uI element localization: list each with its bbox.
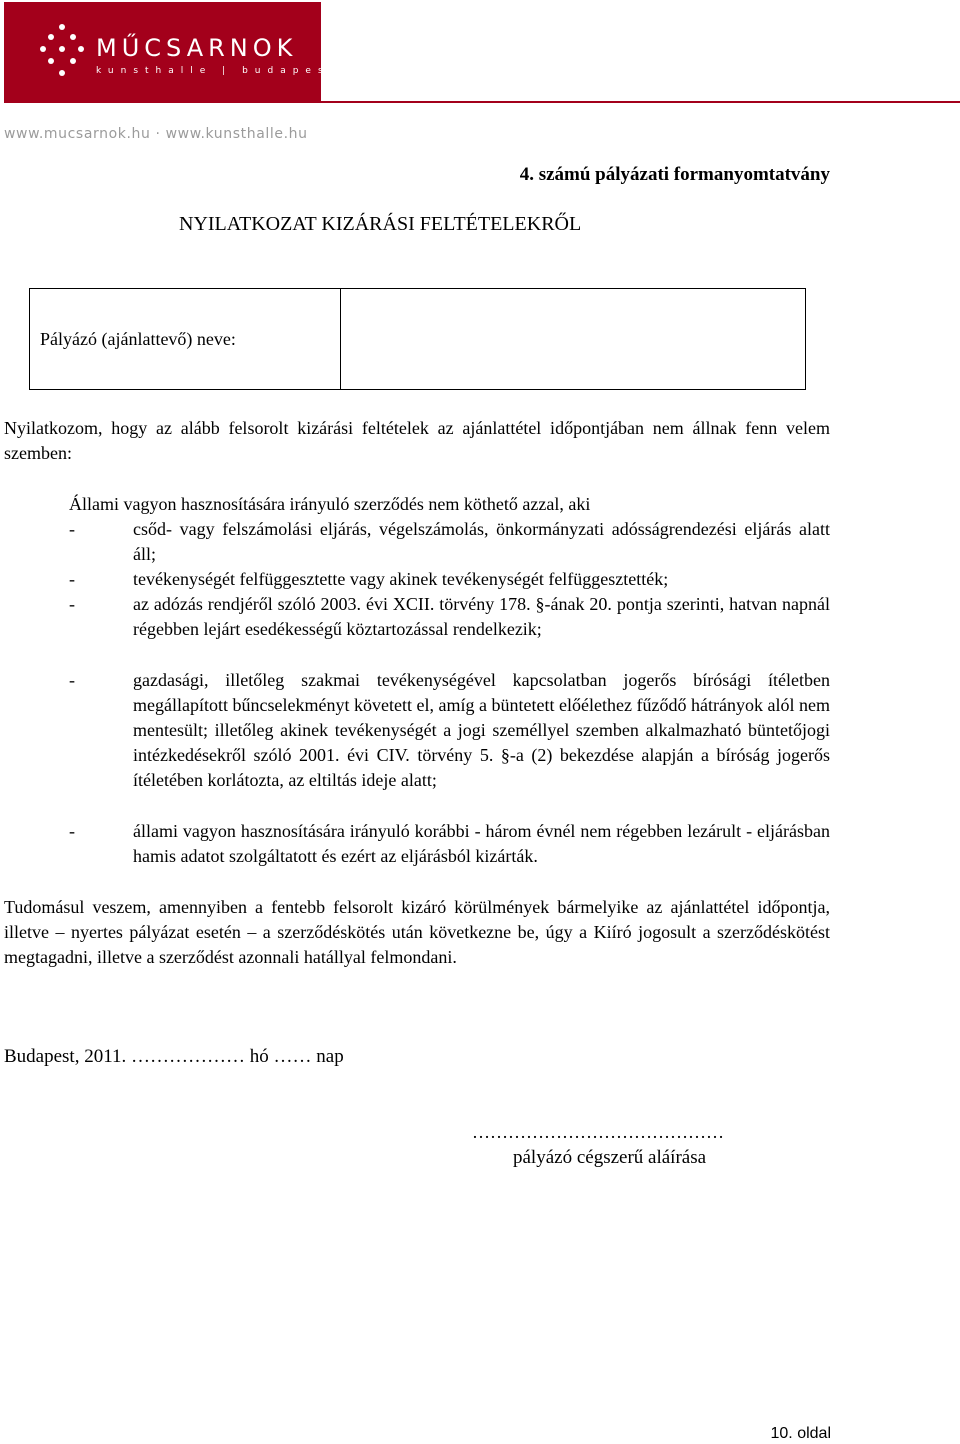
list-dash: - [69,821,75,841]
declaration-text: Nyilatkozom, hogy az alább felsorolt kizárási feltételek az ajánlattétel időpontjában nem állnak fenn velem szemben: [4,418,830,463]
acknowledgement-text: Tudomásul veszem, amennyiben a fentebb felsorolt kizáró körülmények bármelyike az ajánlattétel időpontja, illetve – nyertes pályázat esetén – a szerződéskötés után következne be, úgy a Kiíró jogosult a szerződéskötést megtagadni, illetve a szerződést azonnali hatállyal felmondani. [4,897,830,967]
list-item-text: tevékenységét felfüggesztette vagy akinek tevékenységét felfüggesztették; [133,569,669,589]
applicant-name-table [29,288,806,390]
logo-block [4,2,341,103]
list-item [69,567,830,592]
brand-name: MŰCSARNOK [96,34,298,62]
page-title: NYILATKOZAT KIZÁRÁSI FELTÉTELEKRŐL [179,213,582,235]
applicant-name-label: Pályázó (ajánlattevő) neve: [30,289,341,390]
place-date-line: Budapest, 2011. ……………… hó …… nap [4,1046,344,1067]
list-item-text: állami vagyon hasznosítására irányuló korábbi - három évnél nem régebben lezárult - eljárásban hamis adatot szolgáltatott és ezért az eljárásból kizárták. [133,821,830,866]
dots-logo-icon [40,24,84,80]
list-item-text: gazdasági, illetőleg szakmai tevékenységével kapcsolatban jogerős bírósági ítéletben megállapított bűncselekményt követett el, amíg a büntetett előélethez fűződő hátrányok alól nem mentesült; illetőleg akinek tevékenységét a jogi személlyel szemben alkalmazható büntetőjogi intézkedésekről szóló 2001. évi CIV. törvény 5. §-a (2) bekezdése alapján a bíróság jogerős ítéletében korlátozta, az eltiltás ideje alatt; [133,670,830,790]
web-links: www.mucsarnok.hu · www.kunsthalle.hu [4,126,308,142]
list-item [69,517,830,567]
list-item-text: csőd- vagy felszámolási eljárás, végelszámolás, önkormányzati adósságrendezési eljárás alatt áll; [133,519,830,564]
applicant-name-field[interactable] [341,289,806,390]
lead-text: Állami vagyon hasznosítására irányuló szerződés nem köthető azzal, aki [69,494,591,514]
list-dash: - [69,670,75,690]
page-number: 10. oldal [770,1425,831,1442]
signature-label: pályázó cégszerű aláírása [513,1147,707,1168]
brand-subtitle: kunsthalle | budapest [96,66,341,76]
list-item-text: az adózás rendjéről szóló 2003. évi XCII. törvény 178. §-ának 20. pontja szerinti, hatvan napnál régebben lejárt esedékességű köztartozással rendelkezik; [133,594,830,639]
list-item [69,592,830,642]
list-item [69,819,830,869]
list-item [69,668,830,793]
signature-line: …………………………………… [472,1122,724,1142]
form-number: 4. számú pályázati formanyomtatvány [519,164,830,185]
list-dash: - [69,569,75,589]
header-rule [321,101,960,103]
list-dash: - [69,519,75,539]
list-dash: - [69,594,75,614]
